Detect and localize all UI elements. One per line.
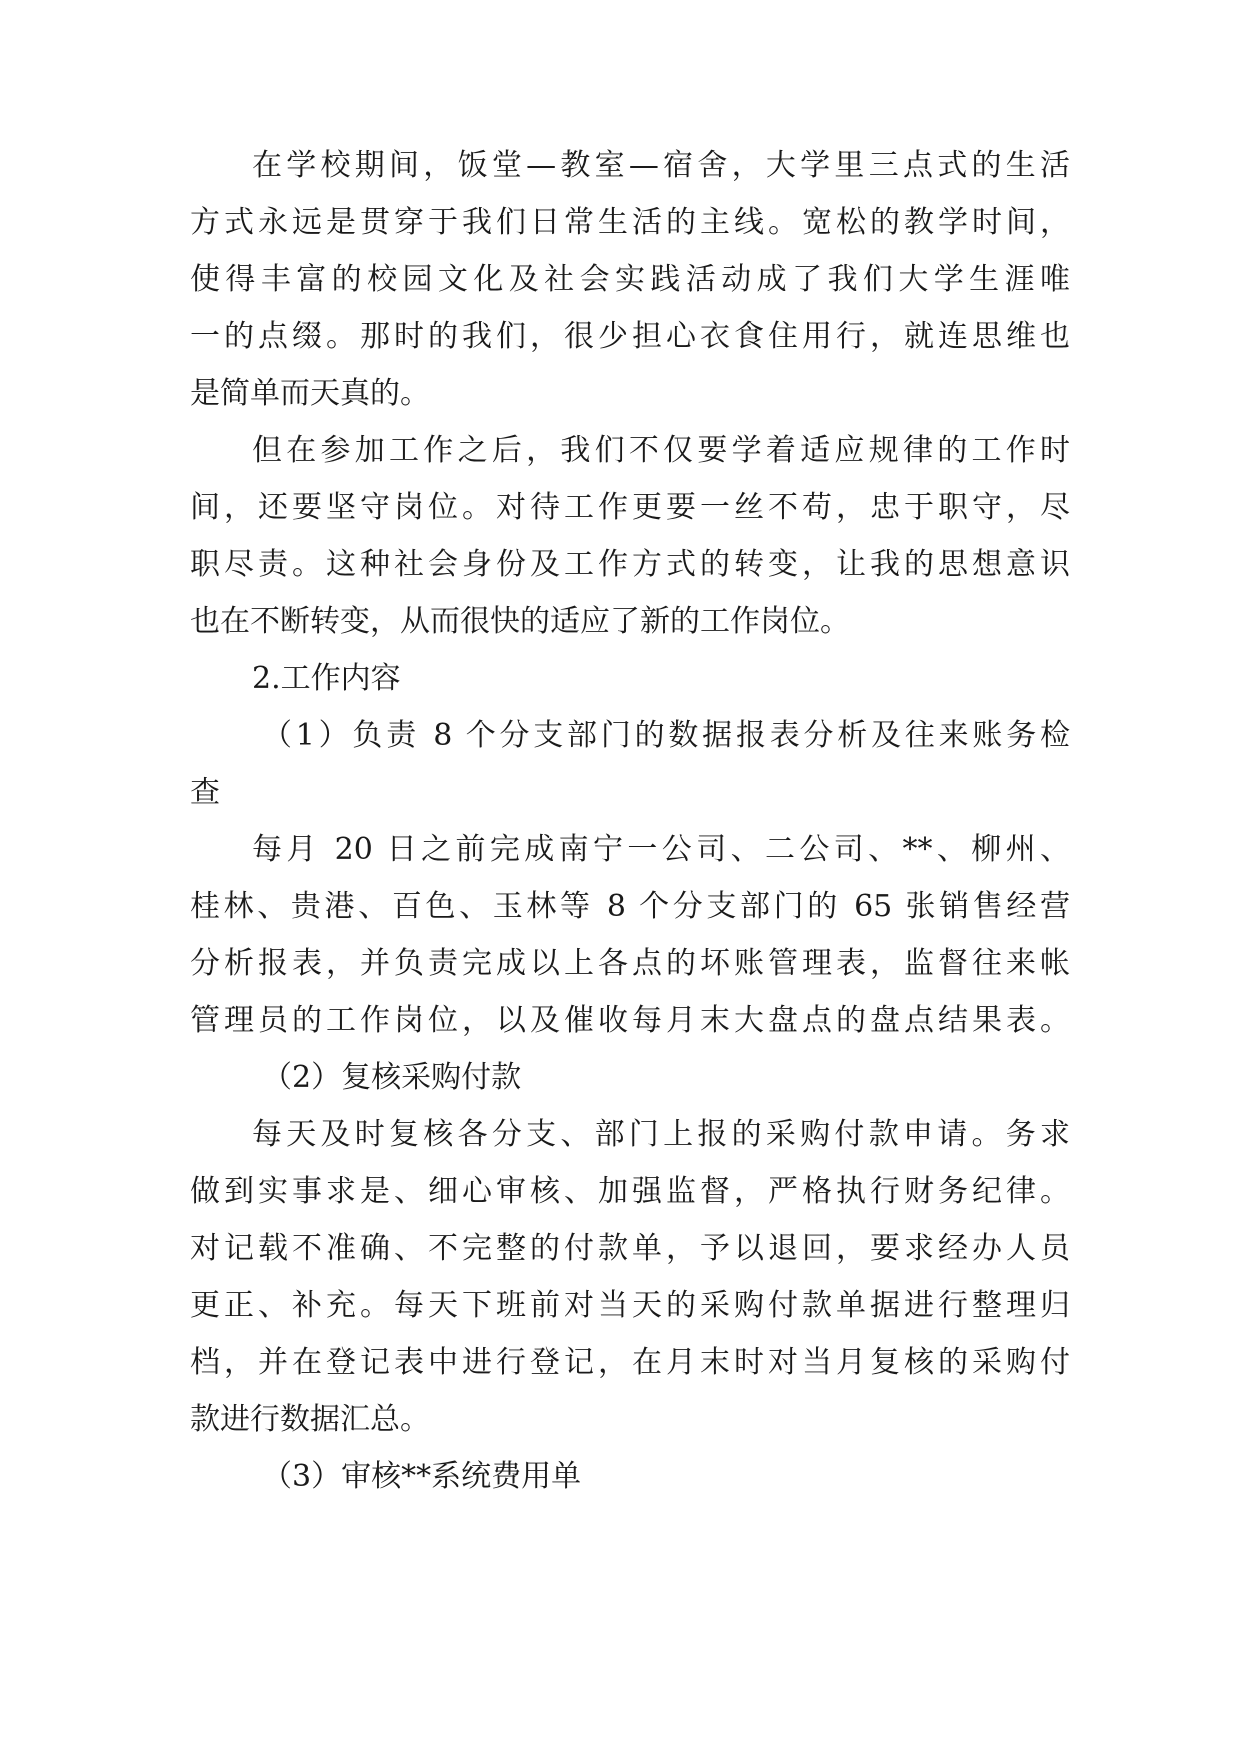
subsection-heading: （3）审核**系统费用单	[262, 1459, 582, 1494]
paragraph-line: 在学校期间，饭堂—教室—宿舍，大学里三点式的生活	[252, 148, 1070, 183]
paragraph-line: 对记载不准确、不完整的付款单，予以退回，要求经办人员	[190, 1231, 1070, 1266]
paragraph-line: 档，并在登记表中进行登记，在月末时对当月复核的采购付	[190, 1345, 1070, 1380]
paragraph-line: 款进行数据汇总。	[190, 1402, 430, 1437]
paragraph-line: 管理员的工作岗位，以及催收每月末大盘点的盘点结果表。	[190, 1003, 1070, 1038]
paragraph-line: 使得丰富的校园文化及社会实践活动成了我们大学生涯唯	[190, 262, 1070, 297]
paragraph-line: 是简单而天真的。	[190, 376, 430, 411]
paragraph-line: 也在不断转变，从而很快的适应了新的工作岗位。	[190, 604, 850, 639]
paragraph-line: 分析报表，并负责完成以上各点的坏账管理表，监督往来帐	[190, 946, 1070, 981]
paragraph-line: 职尽责。这种社会身份及工作方式的转变，让我的思想意识	[190, 547, 1070, 582]
paragraph-line: 但在参加工作之后，我们不仅要学着适应规律的工作时	[252, 433, 1070, 468]
subsection-heading: 查	[190, 775, 220, 810]
paragraph-line: 方式永远是贯穿于我们日常生活的主线。宽松的教学时间，	[190, 205, 1070, 240]
paragraph-line: 每天及时复核各分支、部门上报的采购付款申请。务求	[252, 1117, 1070, 1152]
subsection-heading: （2）复核采购付款	[262, 1060, 522, 1095]
paragraph-line: 做到实事求是、细心审核、加强监督，严格执行财务纪律。	[190, 1174, 1070, 1209]
paragraph-line: 更正、补充。每天下班前对当天的采购付款单据进行整理归	[190, 1288, 1070, 1323]
paragraph-line: 间，还要坚守岗位。对待工作更要一丝不苟，忠于职守，尽	[190, 490, 1070, 525]
paragraph-line: 一的点缀。那时的我们，很少担心衣食住用行，就连思维也	[190, 319, 1070, 354]
subsection-heading: （1）负责 8 个分支部门的数据报表分析及往来账务检	[262, 718, 1070, 753]
paragraph-line: 桂林、贵港、百色、玉林等 8 个分支部门的 65 张销售经营	[190, 889, 1070, 924]
section-heading: 2.工作内容	[252, 661, 401, 696]
paragraph-line: 每月 20 日之前完成南宁一公司、二公司、**、柳州、	[252, 832, 1070, 867]
